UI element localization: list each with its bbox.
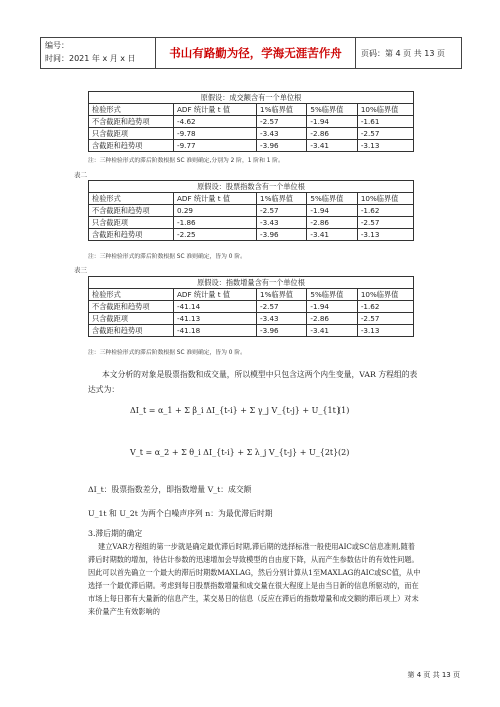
table-cell: -2.57 — [357, 217, 413, 229]
table-row — [89, 128, 414, 140]
table-title: 原假设：成交额含有一个单位根 — [89, 92, 414, 104]
unit-root-table-2 — [88, 180, 414, 241]
table-cell: -1.86 — [174, 217, 257, 229]
definition-line-2: U_1t 和 U_2t 为两个白噪声序列 n：为最优滞后时期 — [88, 509, 273, 518]
unit-root-table-1 — [88, 91, 414, 152]
table-cell: -2.57 — [257, 301, 307, 313]
table-header: ADF 统计量 t 值 — [174, 193, 257, 205]
table-cell: -1.94 — [307, 205, 357, 217]
table-cell: -3.41 — [307, 140, 357, 152]
table-cell: -3.96 — [257, 140, 307, 152]
equation-1: ΔI_t = α_1 + Σ β_i ΔI_{t-i} + Σ γ_j V_{t-j} + U_{1t} — [130, 406, 341, 415]
table-cell: -41.18 — [174, 325, 257, 337]
table-cell: -4.62 — [174, 116, 257, 128]
table-cell: -3.13 — [357, 140, 413, 152]
table-header: 检验形式 — [89, 289, 174, 301]
table-cell: 0.29 — [174, 205, 257, 217]
table-cell: -1.94 — [307, 301, 357, 313]
table-header: ADF 统计量 t 值 — [174, 104, 257, 116]
table-cell: -3.13 — [357, 325, 413, 337]
table-note: 注：三种检验形式的滞后阶数根据 SC 准则确定，皆为 0 阶。 — [88, 350, 246, 356]
table-header: 5%临界值 — [307, 289, 357, 301]
table-cell: -3.41 — [307, 229, 357, 241]
table-cell: -9.77 — [174, 140, 257, 152]
number-label: 编号： — [45, 41, 69, 50]
table-caption: 表二 — [74, 171, 87, 179]
table-header: 10%临界值 — [357, 104, 413, 116]
equation-1-number: (1) — [338, 406, 350, 415]
definition-line-1: ΔI_t：股票指数差分，即指数增量 V_t：成交额 — [88, 485, 252, 494]
intro-paragraph: 本文分析的对象是股票指数和成交量，所以模型中只包含这两个内生变量，VAR 方程组的表达式为： — [88, 370, 418, 394]
table-cell: -1.94 — [307, 116, 357, 128]
table-cell: -3.43 — [257, 313, 307, 325]
section-title: 3.滞后期的确定 — [88, 529, 143, 538]
table-header: 1%临界值 — [257, 289, 307, 301]
table-note: 注：三种检验形式的滞后阶数根据 SC 准则确定，皆为 0 阶。 — [88, 254, 246, 260]
table-header: ADF 统计量 t 值 — [174, 289, 257, 301]
table-cell: -1.62 — [357, 205, 413, 217]
header-meta — [41, 38, 156, 68]
table-header: 10%临界值 — [357, 289, 413, 301]
table-caption: 表三 — [74, 266, 87, 274]
unit-root-table-3 — [88, 276, 414, 337]
table-row — [89, 217, 414, 229]
equation-2: V_t = α_2 + Σ θ_i ΔI_{t-i} + Σ λ_j V_{t-j} + U_{2t} — [130, 448, 339, 457]
table-cell: 不含截距和趋势项 — [89, 301, 174, 313]
table-cell: -2.57 — [357, 128, 413, 140]
table-cell: -1.62 — [357, 301, 413, 313]
table-header: 检验形式 — [89, 104, 174, 116]
table-header-row — [89, 193, 414, 205]
table-header-row — [89, 104, 414, 116]
table-cell: -3.43 — [257, 128, 307, 140]
table-cell: -2.57 — [257, 205, 307, 217]
table-cell: -2.86 — [307, 313, 357, 325]
table-cell: 不含截距和趋势项 — [89, 205, 174, 217]
table-cell: -9.78 — [174, 128, 257, 140]
table-header: 5%临界值 — [307, 193, 357, 205]
table-cell: 不含截距和趋势项 — [89, 116, 174, 128]
page-header — [40, 37, 462, 69]
table-cell: -2.57 — [257, 116, 307, 128]
table-header: 1%临界值 — [257, 104, 307, 116]
table-cell: 只含截距项 — [89, 128, 174, 140]
table-cell: 含截距和趋势项 — [89, 229, 174, 241]
table-cell: -1.61 — [357, 116, 413, 128]
table-header: 1%临界值 — [257, 193, 307, 205]
table-cell: 只含截距项 — [89, 313, 174, 325]
table-cell: -3.96 — [257, 325, 307, 337]
table-header-row — [89, 289, 414, 301]
table-header: 检验形式 — [89, 193, 174, 205]
table-cell: 含截距和趋势项 — [89, 325, 174, 337]
table-row — [89, 116, 414, 128]
table-cell: -2.86 — [307, 128, 357, 140]
table-row — [89, 313, 414, 325]
table-row — [89, 229, 414, 241]
equation-2-number: (2) — [338, 448, 350, 457]
table-row — [89, 140, 414, 152]
table-cell: 只含截距项 — [89, 217, 174, 229]
table-cell: -3.41 — [307, 325, 357, 337]
table-cell: -2.25 — [174, 229, 257, 241]
table-cell: 含截距和趋势项 — [89, 140, 174, 152]
table-row — [89, 301, 414, 313]
page-footer: 第 4 页 共 13 页 — [407, 671, 460, 679]
table-title: 原假设：指数增量含有一个单位根 — [89, 277, 414, 289]
table-cell: -2.86 — [307, 217, 357, 229]
table-header: 5%临界值 — [307, 104, 357, 116]
header-page-label: 页码：第 4 页 共 13 页 — [361, 48, 445, 58]
table-header: 10%临界值 — [357, 193, 413, 205]
header-motto: 书山有路勤为径，学海无涯苦作舟 — [156, 38, 356, 68]
table-note: 注：三种检验形式的滞后阶数根据 SC 准则确定,分别为 2 阶，1 阶和 1 阶。 — [88, 158, 284, 164]
table-title: 原假设：股票指数含有一个单位根 — [89, 181, 414, 193]
section-body: 建立VAR方程组的第一步就是确定最优滞后时期,滞后期的选择标准一般使用AIC或SC信息准则,随着滞后时期数的增加，待估计参数的迅速增加会导致模型的自由度下降，从而产生参数估计的有效性问题。因此可以首先确立一个最大的滞后时期数MAXLAG，然后分别计算从1至MAXLAG的AIC或SC值，从中选择一个最优滞后期。考虑到每日股票指数增量和成交量在很大程度上是由当日新的信息所驱动的，而在市场上每日都有大量新的信息产生，某交易日的信息（反应在滞后的指数增量和成交额的滞后项上）对未来价量产生有效影响的 — [88, 542, 421, 616]
table-cell: -2.57 — [357, 313, 413, 325]
table-cell: -3.43 — [257, 217, 307, 229]
time-label: 时间：2021 年 x 月 x 日 — [45, 54, 136, 63]
table-cell: -41.14 — [174, 301, 257, 313]
table-cell: -41.13 — [174, 313, 257, 325]
table-cell: -3.13 — [357, 229, 413, 241]
table-cell: -3.96 — [257, 229, 307, 241]
table-row — [89, 325, 414, 337]
table-row — [89, 205, 414, 217]
